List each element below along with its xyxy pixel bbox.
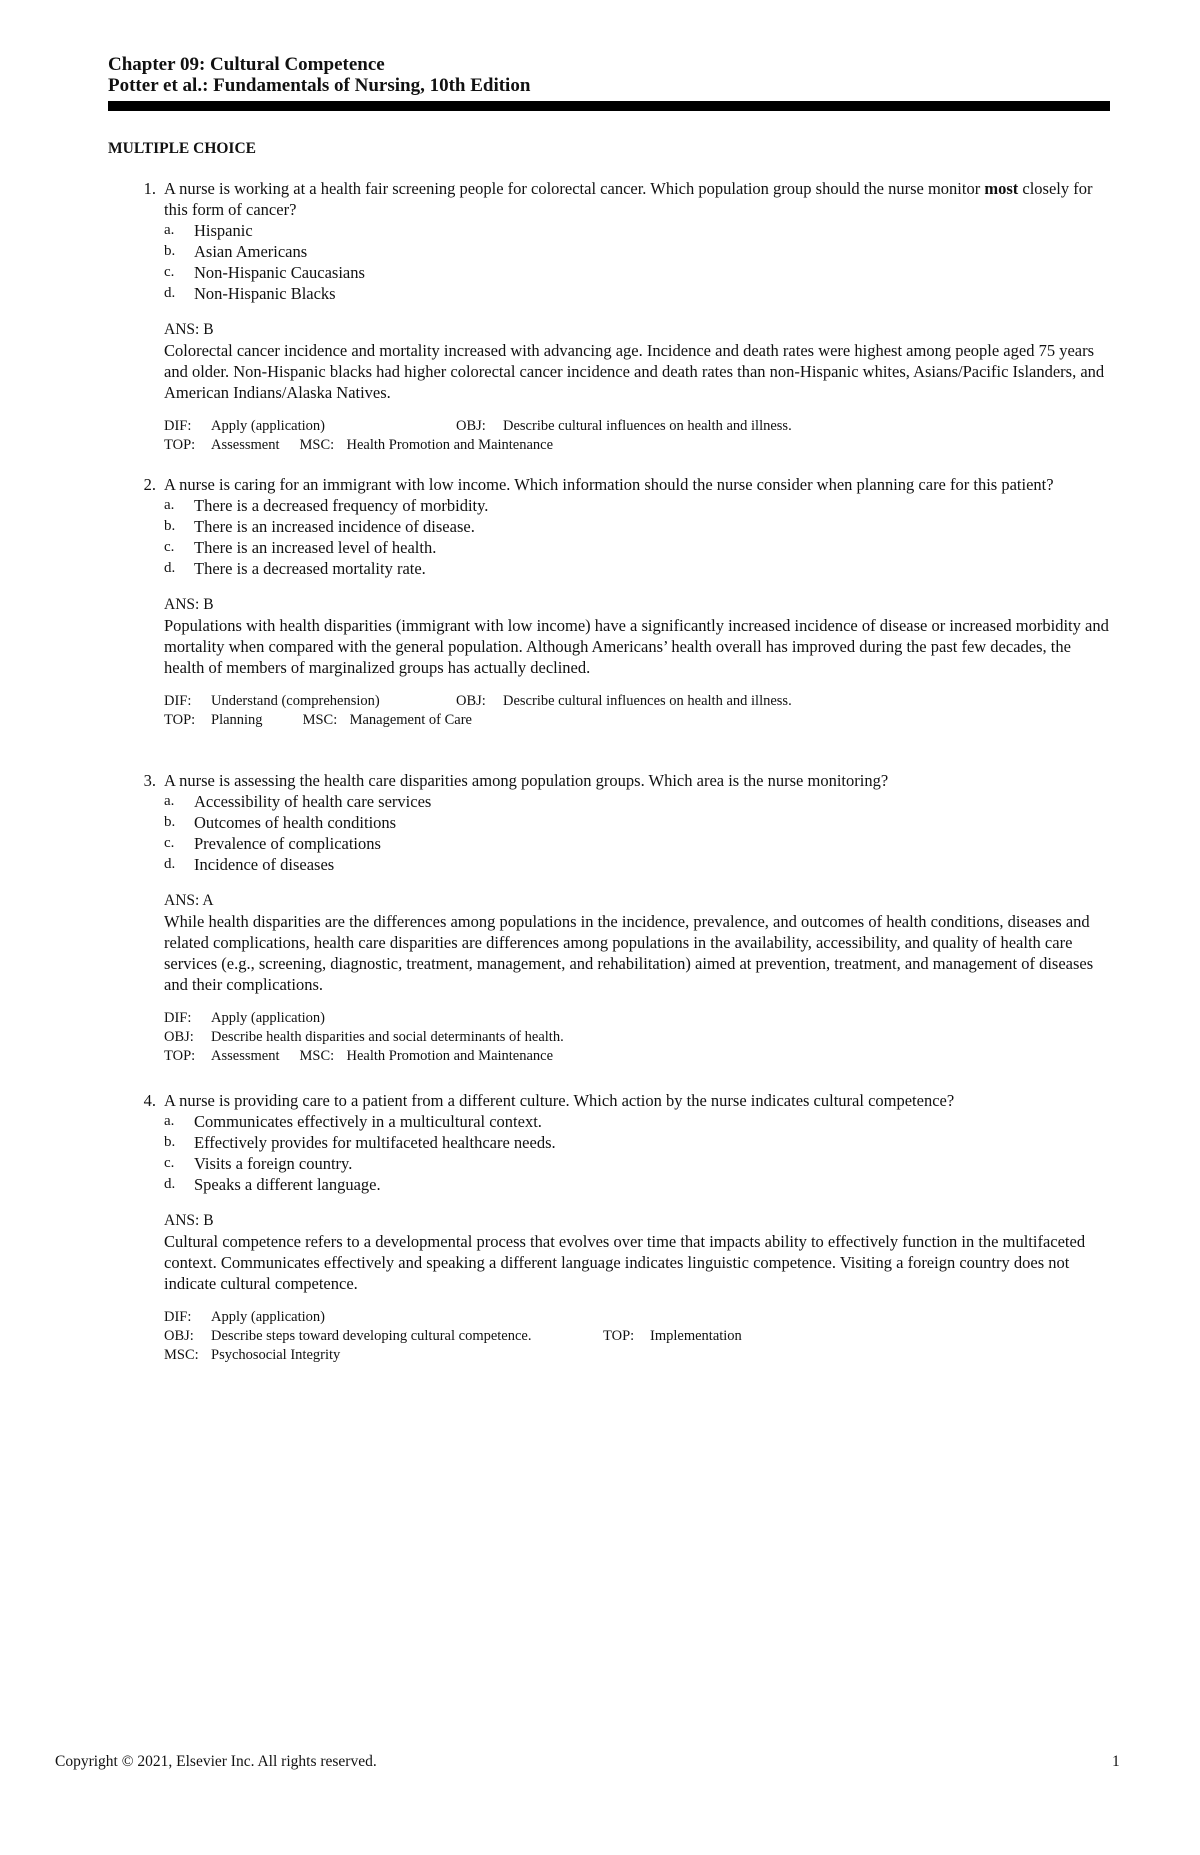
answer-key: ANS: A <box>164 892 214 909</box>
option: a. Communicates effectively in a multicultural context. <box>164 1112 542 1131</box>
option: b. Asian Americans <box>164 242 308 261</box>
option: b. Effectively provides for multifaceted healthcare needs. <box>164 1133 556 1152</box>
rationale: Colorectal cancer incidence and mortality increased with advancing age. Incidence and death rates were highest among people aged 75 years and older. Non-Hispanic blacks had higher colorectal cancer incidence and death rates than non-Hispanic whites, Asians/Pacific Islanders, and American Indians/Alaska Natives. <box>164 341 1105 402</box>
question-2 <box>108 474 1112 730</box>
question-number: 4. <box>143 1091 156 1110</box>
book-title: Potter et al.: Fundamentals of Nursing, 10th Edition <box>108 75 531 96</box>
header-rule <box>108 101 1110 111</box>
option: c. Visits a foreign country. <box>164 1154 353 1173</box>
question-4 <box>108 1090 1112 1365</box>
chapter-title: Chapter 09: Cultural Competence <box>108 54 385 75</box>
answer-key: ANS: B <box>164 321 214 338</box>
option: b. There is an increased incidence of disease. <box>164 517 475 536</box>
option: c. Non-Hispanic Caucasians <box>164 263 365 282</box>
question-number: 2. <box>143 475 156 494</box>
question-metadata: DIF: Apply (application) OBJ: Describe health disparities and social determinants of health. TOP: Assessment MSC: Health Promotion and Maintenance <box>164 1010 564 1064</box>
rationale: While health disparities are the differences among populations in the incidence, prevalence, and outcomes of health conditions, diseases and related complications, health care disparities are differences among populations in the availability, accessibility, and quality of health care services (e.g., screening, diagnostic, treatment, management, and rehabilitation) aimed at prevention, treatment, and management of diseases and their complications. <box>164 912 1094 994</box>
answer-key: ANS: B <box>164 1212 214 1229</box>
question-3 <box>108 770 1112 1066</box>
page-number: 1 <box>1112 1753 1120 1770</box>
document-header <box>108 54 1110 96</box>
question-text: A nurse is working at a health fair screening people for colorectal cancer. Which population group should the nurse monitor most closely for this form of cancer? <box>164 179 1093 219</box>
question-text: A nurse is assessing the health care disparities among population groups. Which area is the nurse monitoring? <box>164 771 889 790</box>
copyright-notice: Copyright © 2021, Elsevier Inc. All rights reserved. <box>55 1753 377 1770</box>
question-number: 1. <box>143 179 156 198</box>
emphasis-text: most <box>984 179 1019 198</box>
option: d. There is a decreased mortality rate. <box>164 559 426 578</box>
question-metadata: DIF: Understand (comprehension) OBJ: Describe cultural influences on health and illness. TOP: Planning MSC: Management of Care <box>164 693 792 728</box>
question-metadata: DIF: Apply (application) OBJ: Describe steps toward developing cultural competence. TOP: Implementation MSC: Psychosocial Integrity <box>164 1309 742 1363</box>
question-metadata: DIF: Apply (application) OBJ: Describe cultural influences on health and illness. TOP: Assessment MSC: Health Promotion and Maintenance <box>164 418 792 453</box>
option: a. There is a decreased frequency of morbidity. <box>164 496 489 515</box>
option: b. Outcomes of health conditions <box>164 813 397 832</box>
option: d. Non-Hispanic Blacks <box>164 284 336 303</box>
question-text: A nurse is providing care to a patient from a different culture. Which action by the nurse indicates cultural competence? <box>164 1091 955 1110</box>
option: d. Incidence of diseases <box>164 855 335 874</box>
option: c. There is an increased level of health. <box>164 538 437 557</box>
answer-options <box>164 495 1112 579</box>
option: a. Accessibility of health care services <box>164 792 432 811</box>
section-title: MULTIPLE CHOICE <box>108 140 256 157</box>
answer-options <box>164 791 1112 875</box>
question-1 <box>108 178 1112 455</box>
option: d. Speaks a different language. <box>164 1175 381 1194</box>
answer-key: ANS: B <box>164 596 214 613</box>
rationale: Populations with health disparities (immigrant with low income) have a significantly increased incidence of disease or increased morbidity and mortality when compared with the general population. Although Americans’ health overall has improved during the past few decades, the health of members of marginalized groups has actually declined. <box>164 616 1109 677</box>
answer-options <box>164 220 1112 304</box>
question-number: 3. <box>143 771 156 790</box>
option: c. Prevalence of complications <box>164 834 381 853</box>
rationale: Cultural competence refers to a developmental process that evolves over time that impacts ability to effectively function in the multifaceted context. Communicates effectively and speaking a different language indicates linguistic competence. Visiting a foreign country does not indicate cultural competence. <box>164 1232 1086 1293</box>
question-text: A nurse is caring for an immigrant with low income. Which information should the nurse consider when planning care for this patient? <box>164 475 1054 494</box>
answer-options <box>164 1111 1112 1195</box>
option: a. Hispanic <box>164 221 253 240</box>
